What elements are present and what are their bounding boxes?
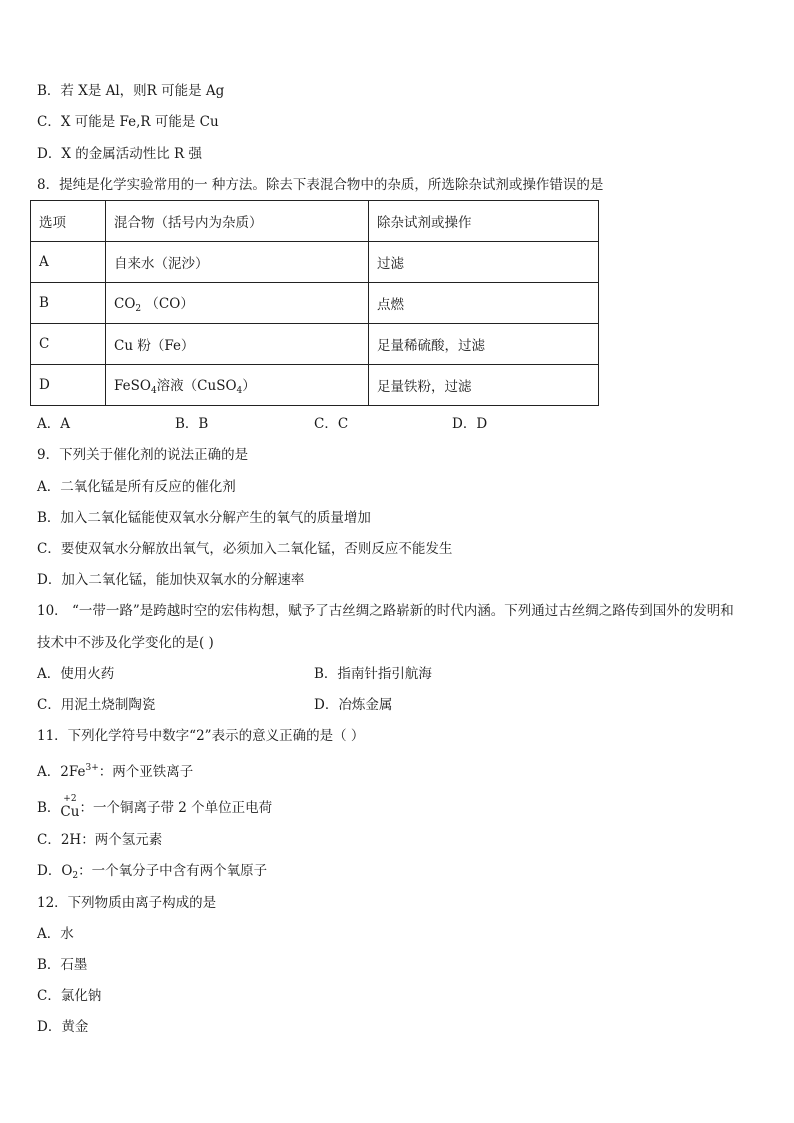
q9-stem: 9．下列关于催化剂的说法正确的是: [37, 447, 249, 463]
header-mixture: 混合物（括号内为杂质）: [106, 201, 369, 242]
row-mixture: 自来水（泥沙）: [106, 242, 369, 283]
table-row: [31, 365, 599, 406]
q8-answer-d: D．D: [452, 416, 488, 432]
row-option: C: [31, 324, 106, 365]
q11-option-d: D．$O_2$：一个氧分子中含有两个氧原子: [37, 863, 268, 881]
q11-stem: 11．下列化学符号中数字“2”表示的意义正确的是（ ）: [37, 728, 365, 744]
q10-option-b: B．指南针指引航海: [314, 666, 432, 682]
q8-answer-a: A．A: [37, 416, 70, 432]
q7-option-c: C．X 可能是 Fe,R 可能是 Cu: [37, 114, 219, 130]
q12-option-b: B．石墨: [37, 957, 88, 973]
q12-stem: 12．下列物质由离子构成的是: [37, 895, 217, 911]
q12-option-c: C．氯化钠: [37, 988, 102, 1004]
q7-option-b: B．若 X是 Al，则R 可能是 Ag: [37, 83, 225, 99]
q9-option-d: D．加入二氧化锰，能加快双氧水的分解速率: [37, 572, 305, 588]
q11-option-b: B． +2 Cu ：一个铜离子带 2 个单位正电荷: [37, 794, 273, 820]
q11-option-c: C．2H：两个氢元素: [37, 832, 163, 848]
row-mixture: Cu 粉（Fe）: [106, 324, 369, 365]
q12-option-d: D．黄金: [37, 1019, 89, 1035]
table-row: [31, 324, 599, 365]
q10-option-d: D．冶炼金属: [314, 697, 393, 713]
q8-table: [30, 200, 599, 406]
row-option: D: [31, 365, 106, 406]
q10-option-a: A．使用火药: [37, 666, 115, 682]
row-method: 过滤: [369, 242, 599, 283]
table-row: [31, 242, 599, 283]
row-method: 点燃: [369, 283, 599, 324]
q12-option-a: A．水: [37, 926, 74, 942]
q10-stem-line1: 10． “一带一路”是跨越时空的宏伟构想，赋予了古丝绸之路崭新的时代内涵。下列通过古丝绸之路传到国外的发明和: [37, 603, 734, 619]
q8-stem: 8．提纯是化学实验常用的一 种方法。除去下表混合物中的杂质，所选除杂试剂或操作错误的是: [37, 177, 604, 193]
header-option: 选项: [31, 201, 106, 242]
q9-option-b: B．加入二氧化锰能使双氧水分解产生的氧气的质量增加: [37, 510, 371, 526]
table-row: [31, 283, 599, 324]
q8-answer-b: B．B: [175, 416, 209, 432]
header-method: 除杂试剂或操作: [369, 201, 599, 242]
q8-answer-c: C．C: [314, 416, 349, 432]
q9-option-c: C．要使双氧水分解放出氧气，必须加入二氧化锰，否则反应不能发生: [37, 541, 453, 557]
q11-option-a: A．$2Fe^{3+}$：两个亚铁离子: [37, 763, 194, 780]
row-method: 足量铁粉，过滤: [369, 365, 599, 406]
row-method: 足量稀硫酸，过滤: [369, 324, 599, 365]
q9-option-a: A．二氧化锰是所有反应的催化剂: [37, 479, 236, 495]
row-mixture: FeSO$_4$溶液（CuSO$_4$）: [106, 365, 369, 406]
cu-valence-symbol: +2 Cu: [60, 794, 80, 820]
q10-option-c: C．用泥土烧制陶瓷: [37, 697, 156, 713]
q10-stem-line2: 技术中不涉及化学变化的是( ): [37, 635, 214, 651]
row-mixture: $CO_2$ （CO）: [106, 283, 369, 324]
row-option: B: [31, 283, 106, 324]
row-option: A: [31, 242, 106, 283]
table-header-row: [31, 201, 599, 242]
q7-option-d: D．X 的金属活动性比 R 强: [37, 146, 202, 162]
